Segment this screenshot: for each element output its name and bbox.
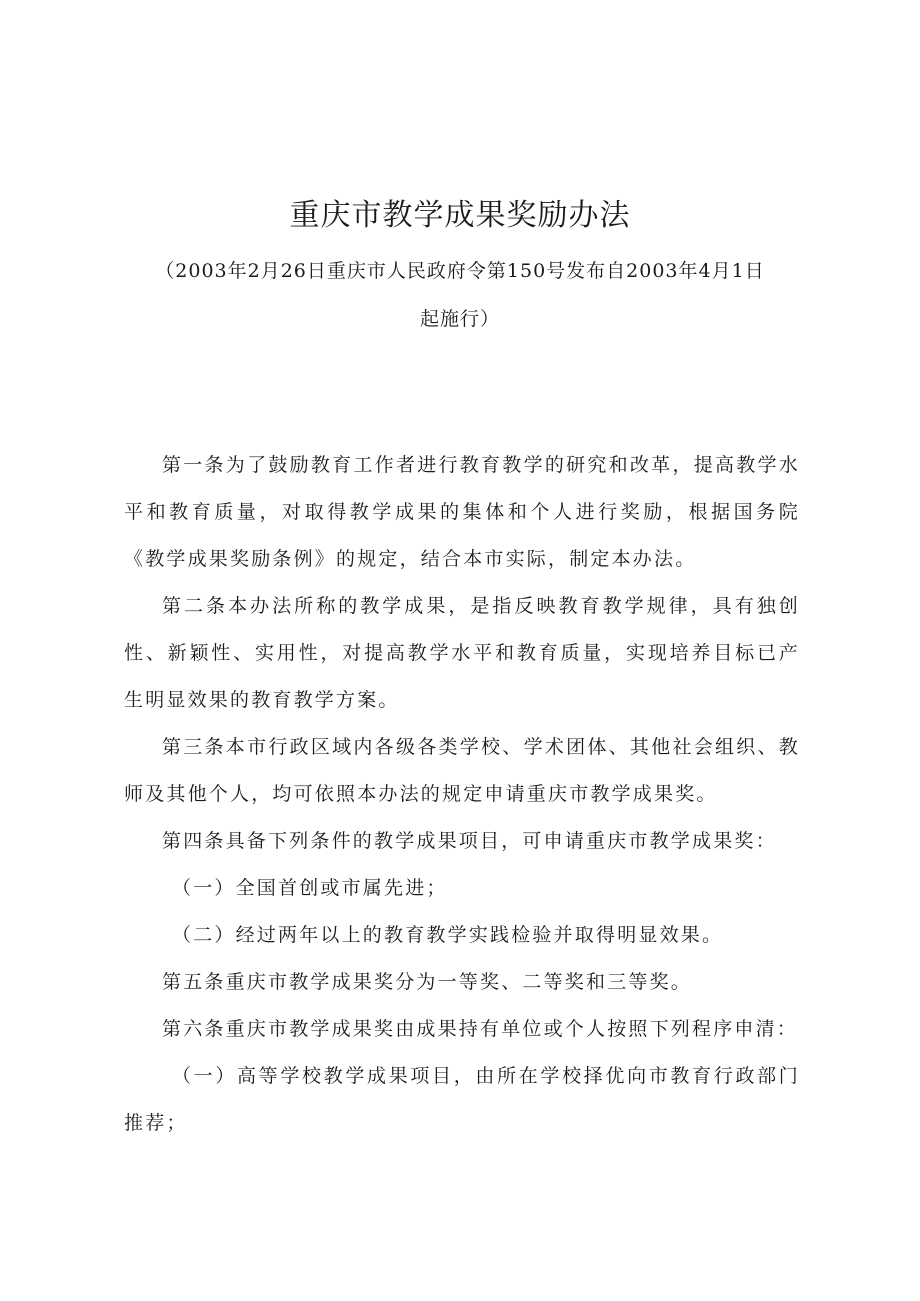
- article-1-paragraph: 第一条为了鼓励教育工作者进行教育教学的研究和改革，提高教学水平和教育质量，对取得教学成果的集体和个人进行奖励，根据国务院《教学成果奖励条例》的规定，结合本市实际，制定本办法。: [124, 454, 800, 570]
- article-2-paragraph: 第二条本办法所称的教学成果，是指反映教育教学规律，具有独创性、新颖性、实用性，对提高教学水平和教育质量，实现培养目标已产生明显效果的教育教学方案。: [124, 595, 800, 711]
- document-subtitle-line1: （2003年2月26日重庆市人民政府令第150号发布自2003年4月1日: [155, 260, 765, 282]
- article-4-item-2: （二）经过两年以上的教育教学实践检验并取得明显效果。: [172, 924, 724, 946]
- document-subtitle-line2: 起施行）: [419, 308, 500, 330]
- article-4-item-1: （一）全国首创或市属先进；: [172, 877, 448, 899]
- article-6-paragraph: 第六条重庆市教学成果奖由成果持有单位或个人按照下列程序申清：: [162, 1018, 799, 1040]
- document-title: 重庆市教学成果奖励办法: [289, 198, 631, 233]
- article-4-paragraph: 第四条具备下列条件的教学成果项目，可申请重庆市教学成果奖：: [162, 830, 777, 852]
- article-3-paragraph: 第三条本市行政区域内各级各类学校、学术团体、其他社会组织、教师及其他个人，均可依照本办法的规定申请重庆市教学成果奖。: [124, 736, 800, 805]
- document-body: [124, 442, 800, 1147]
- article-6-item-1: （一）高等学校教学成果项目，由所在学校择优向市教育行政部门推荐；: [124, 1065, 800, 1134]
- article-5-paragraph: 第五条重庆市教学成果奖分为一等奖、二等奖和三等奖。: [162, 971, 693, 993]
